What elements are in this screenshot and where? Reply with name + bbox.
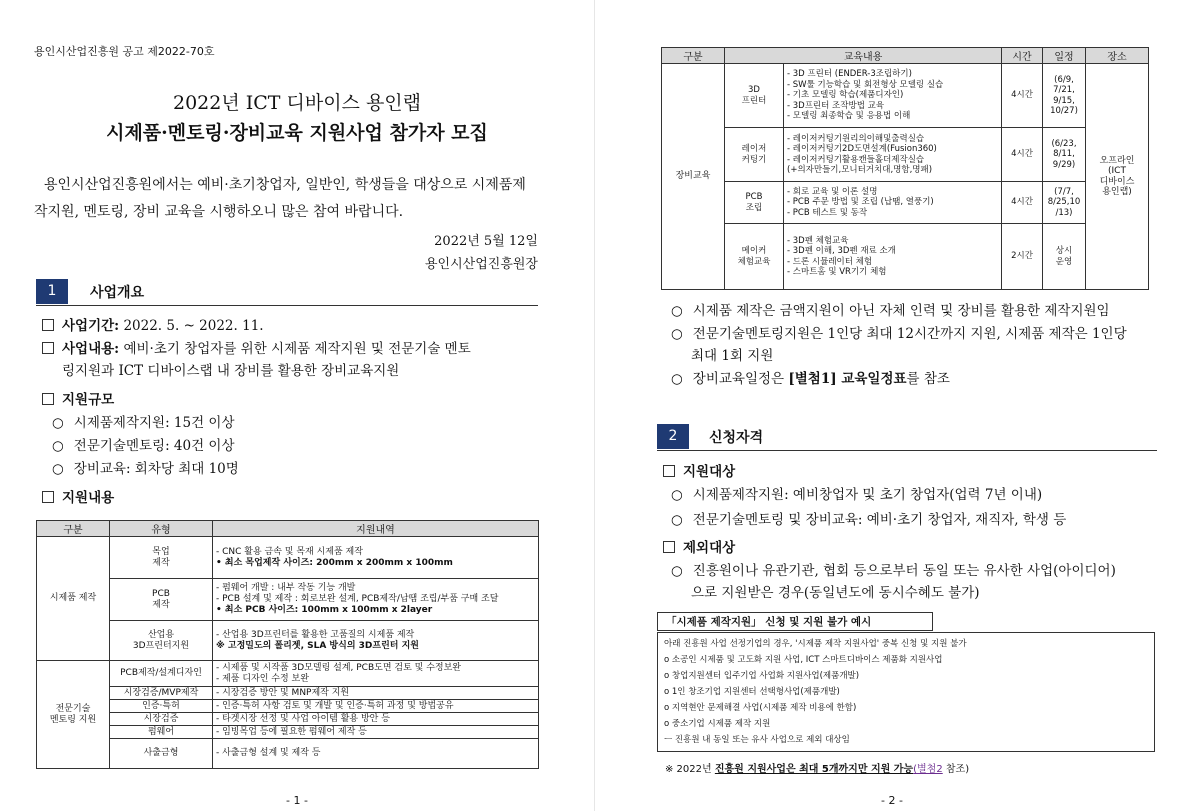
table-header: 시간 — [1002, 48, 1043, 64]
exclude-item-cont: 으로 지원받은 경우(동일년도에 동시수혜도 불가) — [691, 585, 980, 601]
scale-item: ○ 전문기술멘토링: 40건 이상 — [52, 438, 235, 454]
section-1-rule — [36, 305, 538, 306]
page-number: - 1 - — [286, 794, 308, 807]
group-cell: 장비교육 — [662, 64, 725, 290]
detail-cell: - 산업용 3D프린터를 활용한 고품질의 시제품 제작 ※ 고정밀도의 폴리젯, SLA 방식의 3D프린터 지원 — [213, 621, 539, 661]
scale-item: ○ 장비교육: 회차당 최대 10명 — [52, 461, 239, 477]
title-line-1: 2022년 ICT 디바이스 용인랩 — [172, 92, 422, 114]
table-row — [662, 182, 1149, 224]
scale-heading: 지원규모 — [42, 390, 114, 411]
table-header: 유형 — [110, 521, 213, 537]
type-cell: 사출금형 — [110, 739, 213, 769]
time-cell: 4시간 — [1002, 64, 1043, 128]
content-line-cont: 링지원과 ICT 디바이스랩 내 장비를 활용한 장비교육지원 — [62, 363, 400, 379]
table-header: 구분 — [662, 48, 725, 64]
type-cell: 목업 제작 — [110, 537, 213, 579]
page-1 — [0, 0, 594, 811]
page-2 — [595, 0, 1189, 811]
type-cell: 시장검증/MVP제작 — [110, 687, 213, 700]
type-cell: PCB제작/설계디자인 — [110, 661, 213, 687]
issuer: 용인시산업진흥원장 — [424, 257, 538, 272]
detail-cell: - 타겟시장 선정 및 사업 아이템 활용 방안 등 — [213, 713, 539, 726]
schedule-cell: (7/7, 8/25,10 /13) — [1043, 182, 1086, 224]
detail-cell: - CNC 활용 금속 및 목재 시제품 제작 • 최소 목업제작 사이즈: 200mm x 200mm x 100mm — [213, 537, 539, 579]
title-line-2: 시제품·멘토링·장비교육 지원사업 참가자 모집 — [106, 122, 488, 144]
table-row — [37, 687, 539, 700]
detail-cell: - 인증·특허 사항 검토 및 개발 및 인증·특허 과정 및 방법공유 — [213, 700, 539, 713]
table-row — [37, 621, 539, 661]
box-title: 「시제품 제작지원」 신청 및 지원 불가 예시 — [657, 612, 933, 631]
section-1-number: 1 — [36, 279, 68, 304]
note-item: ○ 장비교육일정은 [별첨1] 교육일정표를 참조 — [671, 371, 950, 387]
target-heading: 지원대상 — [663, 462, 735, 483]
items-cell: - 3D 프린터 (ENDER-3조립하기) - SW툴 기능학습 및 회전형상 모델링 실습 - 기초 모델링 학습(제품디자인) - 3D프린터 조작방법 교육 - 모델링 최종학습 및 응용법 이해 — [784, 64, 1002, 128]
checkbox-icon — [42, 319, 54, 331]
group-cell: 시제품 제작 — [37, 537, 110, 661]
target-item: ○ 전문기술멘토링 및 장비교육: 예비·초기 창업자, 재직자, 학생 등 — [671, 512, 1067, 528]
items-cell: - 회로 교육 및 이론 설명 - PCB 주문 방법 및 조립 (납땜, 열풍기) - PCB 테스트 및 동작 — [784, 182, 1002, 224]
table-header: 지원내역 — [213, 521, 539, 537]
table-row — [37, 713, 539, 726]
period-line: 사업기간: 2022. 5. ~ 2022. 11. — [42, 316, 264, 337]
detail-cell: - 사출금형 설계 및 제작 등 — [213, 739, 539, 769]
box-body: 아래 진흥원 사업 선정기업의 경우, '시제품 제작 지원사업' 중복 신청 및 지원 불가 o 소공인 시제품 및 고도화 지원 사업, ICT 스마트디바이스 제품화 지원사업 o 창업지원센터 입주기업 사업화 지원사업(제품개발) o 1인 창조기업 지원센터 선택형사업(제품개발) o 지역현안 문제해결 사업(시제품 제작 비용에 한함) o 중소기업 시제품 제작 지원 ㅡ 진흥원 내 동일 또는 유사 사업으로 제외 대상임 — [657, 632, 1155, 752]
checkbox-icon — [42, 342, 54, 354]
detail-cell: - 시제품 및 시작품 3D모델링 설계, PCB도면 검토 및 수정보완 - 제품 디자인 수정 보완 — [213, 661, 539, 687]
type-cell: 시장검증 — [110, 713, 213, 726]
checkbox-icon — [663, 465, 675, 477]
detail-cell: - 펌웨어 개발 : 내부 작동 기능 개발 - PCB 설계 및 제작 : 회로보완 설계, PCB제작/납땜 조립/부품 구매 조달 • 최소 PCB 사이즈: 100mm x 100mm x 2layer — [213, 579, 539, 621]
note-item: ○ 전문기술멘토링지원은 1인당 최대 12시간까지 지원, 시제품 제작은 1인당 — [671, 326, 1127, 342]
schedule-cell: (6/9, 7/21, 9/15, 10/27) — [1043, 64, 1086, 128]
announcement-number: 용인시산업진흥원 공고 제2022-70호 — [34, 45, 215, 58]
exclude-heading: 제외대상 — [663, 538, 735, 559]
table-row — [37, 661, 539, 687]
support-heading: 지원내용 — [42, 488, 114, 509]
table-header: 구분 — [37, 521, 110, 537]
section-1-title: 사업개요 — [90, 285, 145, 301]
equipment-name: 레이저 커팅기 — [725, 128, 784, 182]
type-cell: 인증·특허 — [110, 700, 213, 713]
checkbox-icon — [42, 393, 54, 405]
intro-paragraph: 용인시산업진흥원에서는 예비·초기창업자, 일반인, 학생들을 대상으로 시제품제작지원, 멘토링, 장비 교육을 시행하오니 많은 참여 바랍니다. — [34, 177, 526, 220]
place-cell: 오프라인 (ICT 디바이스 용인랩) — [1086, 64, 1149, 290]
type-cell: PCB 제작 — [110, 579, 213, 621]
target-item: ○ 시제품제작지원: 예비창업자 및 초기 창업자(업력 7년 이내) — [671, 487, 1043, 503]
detail-cell: - 시장검증 방안 및 MNP제작 지원 — [213, 687, 539, 700]
group-cell: 전문기술 멘토링 지원 — [37, 661, 110, 769]
detail-cell: - 임빙목업 등에 필요한 펌웨어 제작 등 — [213, 726, 539, 739]
equipment-name: PCB 조립 — [725, 182, 784, 224]
table-row — [37, 579, 539, 621]
section-2-title: 신청자격 — [709, 430, 764, 446]
equipment-name: 메이커 체험교육 — [725, 224, 784, 290]
table-row — [662, 224, 1149, 290]
training-table — [661, 47, 1149, 290]
note-item-cont: 최대 1회 지원 — [691, 348, 774, 364]
exclude-item: ○ 진흥원이나 유관기관, 협회 등으로부터 동일 또는 유사한 사업(아이디어) — [671, 563, 1116, 579]
attachment-link[interactable]: (별첨2 — [913, 764, 943, 775]
table-row — [37, 537, 539, 579]
schedule-cell: 상시 운영 — [1043, 224, 1086, 290]
items-cell: - 레이저커팅기원리의이해및출력실습 - 레이저커팅기2D도면설계(Fusion360) - 레이저커팅기활용캔들홀더제작실습 (+의자만들기,모니터거치대,명함,명패) — [784, 128, 1002, 182]
time-cell: 4시간 — [1002, 128, 1043, 182]
content-line: 사업내용: 예비·초기 창업자를 위한 시제품 제작지원 및 전문기술 멘토 — [42, 339, 542, 360]
section-2-number: 2 — [657, 424, 689, 449]
time-cell: 4시간 — [1002, 182, 1043, 224]
announcement-date: 2022년 5월 12일 — [434, 234, 538, 249]
table-header: 교육내용 — [725, 48, 1002, 64]
support-table — [36, 520, 539, 769]
section-2-rule — [657, 450, 1157, 451]
items-cell: - 3D펜 체험교육 - 3D펜 이해, 3D펜 재료 소개 - 드론 시뮬레이터 체험 - 스마트홈 및 VR기기 체험 — [784, 224, 1002, 290]
type-cell: 펌웨어 — [110, 726, 213, 739]
page-number: - 2 - — [881, 794, 903, 807]
scale-item: ○ 시제품제작지원: 15건 이상 — [52, 415, 235, 431]
schedule-cell: (6/23, 8/11, 9/29) — [1043, 128, 1086, 182]
table-header: 일정 — [1043, 48, 1086, 64]
table-row — [37, 739, 539, 769]
footnote: ※ 2022년 진흥원 지원사업은 최대 5개까지만 지원 가능(별첨2 참조) — [665, 764, 970, 775]
table-row — [662, 128, 1149, 182]
table-row — [662, 64, 1149, 128]
checkbox-icon — [663, 541, 675, 553]
note-item: ○ 시제품 제작은 금액지원이 아닌 자체 인력 및 장비를 활용한 제작지원임 — [671, 303, 1110, 319]
type-cell: 산업용 3D프린터지원 — [110, 621, 213, 661]
table-row — [37, 726, 539, 739]
checkbox-icon — [42, 491, 54, 503]
table-row — [37, 700, 539, 713]
table-header: 장소 — [1086, 48, 1149, 64]
equipment-name: 3D 프린터 — [725, 64, 784, 128]
time-cell: 2시간 — [1002, 224, 1043, 290]
